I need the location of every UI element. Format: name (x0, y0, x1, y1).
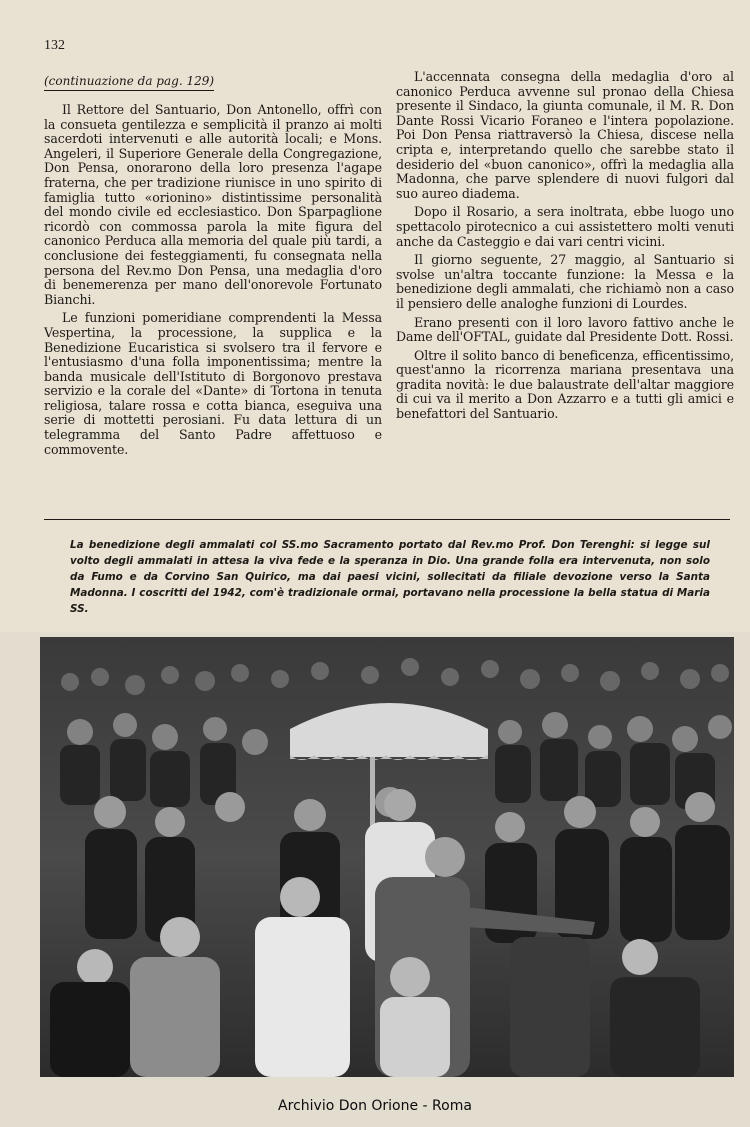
procession-photo-illustration (40, 637, 734, 1077)
paragraph: Oltre il solito banco di beneficenza, efficentissimo, quest'anno la ricorrenza mariana presentava una gradita novità: le due balaustrate dell'altar maggiore di cui va il merito a Don Azzarro e a tutti gli amici e benefattori del Santuario. (396, 347, 734, 422)
archive-watermark: Archivio Don Orione - Roma (278, 1098, 472, 1114)
procession-photo (40, 637, 734, 1077)
left-column (44, 70, 382, 461)
paragraph: Le funzioni pomeridiane comprendenti la Messa Vespertina, la processione, la supplica e la Benedizione Eucaristica si svolsero tra il fervore e l'entusiasmo d'una folla imponentissima; mentre la banda musicale dell'Istituto di Borgonovo prestava servizio e la corale del «Dante» di Tortona in tenuta religiosa, talare rossa e cotta bianca, eseguiva una serie di mottetti perosiani. Fu data lettura di un telegramma del Santo Padre affettuoso e commovente. (44, 310, 382, 457)
paragraph: Il giorno seguente, 27 maggio, al Santuario si svolse un'altra toccante funzione: la Messa e la benedizione degli ammalati, che richiamò non a caso il pensiero delle analoghe funzioni di Lourdes. (396, 252, 734, 311)
photo-caption: La benedizione degli ammalati col SS.mo Sacramento portato dal Rev.mo Prof. Don Terenghi: si legge sul volto degli ammalati in attesa la viva fede e la speranza in Dio. Una grande folla era intervenuta, non solo da Fumo e da Corvino San Quirico, ma dai paesi vicini, sollecitati da filiale devozione verso la Santa Madonna. I coscritti del 1942, com'è tradizionale ormai, portavano nella processione la bella statua di Maria SS. (70, 539, 710, 615)
article-body (44, 69, 734, 515)
paragraph: L'accennata consegna della medaglia d'oro al canonico Perduca avvenne sul pronao della Chiesa presente il Sindaco, la giunta comunale, il M. R. Don Dante Rossi Vicario Foraneo e l'intera popolazione. Poi Don Pensa riattraversò la Chiesa, discese nella cripta e, interpretando quello che sarebbe stato il desiderio del «buon canonico», offrì la medaglia alla Madonna, che parve splendere di nuovi fulgori dal suo aureo diadema. (396, 69, 734, 201)
paragraph: Erano presenti con il loro lavoro fattivo anche le Dame dell'OFTAL, guidate dal Presidente Dott. Rossi. (396, 314, 734, 345)
section-divider (44, 519, 730, 520)
right-column (396, 70, 734, 426)
page-number: 132 (44, 38, 65, 53)
paragraph: Il Rettore del Santuario, Don Antonello, offrì con la consueta gentilezza e semplicità il pranzo ai molti sacerdoti intervenuti e alle autorità locali; e Mons. Angeleri, il Superiore Generale della Congregazione, Don Pensa, onorarono della loro presenza l'agape fraterna, che per tradizione riunisce in uno spirito di famiglia tutto «orionino» distintissime personalità del mondo civile ed ecclesiastico. Don Sparpaglione ricordò con commossa parola la mite figura del canonico Perduca alla memoria del quale più tardi, a conclusione dei festeggiamenti, fu consegnata nella persona del Rev.mo Don Pensa, una medaglia d'oro di benemerenza per mano dell'onorevole Fortunato Bianchi. (44, 102, 382, 307)
paragraph: Dopo il Rosario, a sera inoltrata, ebbe luogo uno spettacolo pirotecnico a cui assistettero molti venuti anche da Casteggio e dai vari centri vicini. (396, 204, 734, 249)
continuation-note: (continuazione da pag. 129) (44, 74, 214, 91)
